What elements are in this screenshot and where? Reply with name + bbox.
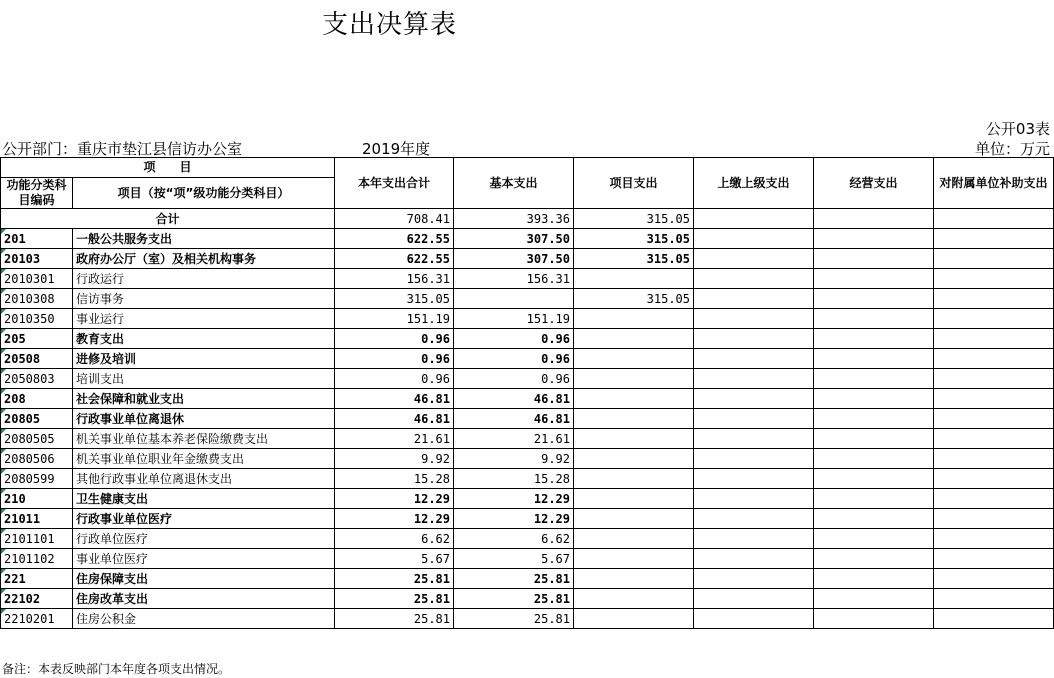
table-row bbox=[1, 289, 1054, 309]
footnote: 备注：本表反映部门本年度各项支出情况。 bbox=[2, 662, 231, 676]
row-code: 210 bbox=[1, 489, 73, 509]
header-total: 本年支出合计 bbox=[335, 158, 454, 209]
row-basic: 156.31 bbox=[454, 269, 574, 289]
total-project: 315.05 bbox=[574, 209, 694, 229]
row-code: 20508 bbox=[1, 349, 73, 369]
row-upper bbox=[694, 589, 814, 609]
row-total: 622.55 bbox=[335, 229, 454, 249]
row-business bbox=[814, 509, 934, 529]
row-name: 进修及培训 bbox=[73, 349, 335, 369]
row-code: 221 bbox=[1, 569, 73, 589]
row-business bbox=[814, 349, 934, 369]
row-code: 2080505 bbox=[1, 429, 73, 449]
row-project bbox=[574, 589, 694, 609]
row-project bbox=[574, 329, 694, 349]
row-project bbox=[574, 609, 694, 629]
header-project: 项 目 bbox=[1, 158, 335, 178]
row-basic: 0.96 bbox=[454, 329, 574, 349]
table-row bbox=[1, 589, 1054, 609]
unit-label: 单位：万元 bbox=[974, 140, 1050, 158]
row-business bbox=[814, 409, 934, 429]
row-business bbox=[814, 589, 934, 609]
total-upper bbox=[694, 209, 814, 229]
row-subsidy bbox=[934, 589, 1054, 609]
row-upper bbox=[694, 269, 814, 289]
row-total: 5.67 bbox=[335, 549, 454, 569]
row-total: 0.96 bbox=[335, 369, 454, 389]
row-business bbox=[814, 609, 934, 629]
row-basic: 0.96 bbox=[454, 349, 574, 369]
row-business bbox=[814, 489, 934, 509]
row-project bbox=[574, 389, 694, 409]
row-code: 2101101 bbox=[1, 529, 73, 549]
row-name: 培训支出 bbox=[73, 369, 335, 389]
header-subsidy: 对附属单位补助支出 bbox=[934, 158, 1054, 209]
row-business bbox=[814, 429, 934, 449]
row-name: 事业运行 bbox=[73, 309, 335, 329]
row-project: 315.05 bbox=[574, 229, 694, 249]
table-row bbox=[1, 409, 1054, 429]
row-project bbox=[574, 449, 694, 469]
row-basic: 46.81 bbox=[454, 409, 574, 429]
row-upper bbox=[694, 309, 814, 329]
table-row bbox=[1, 229, 1054, 249]
row-business bbox=[814, 289, 934, 309]
row-upper bbox=[694, 229, 814, 249]
row-business bbox=[814, 569, 934, 589]
row-name: 政府办公厅（室）及相关机构事务 bbox=[73, 249, 335, 269]
row-upper bbox=[694, 449, 814, 469]
table-row bbox=[1, 569, 1054, 589]
row-name: 信访事务 bbox=[73, 289, 335, 309]
row-name: 行政事业单位离退休 bbox=[73, 409, 335, 429]
row-total: 46.81 bbox=[335, 389, 454, 409]
row-subsidy bbox=[934, 489, 1054, 509]
row-project bbox=[574, 429, 694, 449]
row-business bbox=[814, 309, 934, 329]
row-subsidy bbox=[934, 289, 1054, 309]
fiscal-year: 2019年度 bbox=[362, 140, 431, 158]
row-code: 2210201 bbox=[1, 609, 73, 629]
row-subsidy bbox=[934, 469, 1054, 489]
row-subsidy bbox=[934, 329, 1054, 349]
row-project bbox=[574, 369, 694, 389]
row-basic: 0.96 bbox=[454, 369, 574, 389]
row-code: 2080506 bbox=[1, 449, 73, 469]
total-label: 合计 bbox=[1, 209, 335, 229]
row-upper bbox=[694, 569, 814, 589]
table-row bbox=[1, 609, 1054, 629]
header-upper-remittance: 上缴上级支出 bbox=[694, 158, 814, 209]
department-label: 公开部门：重庆市垫江县信访办公室 bbox=[2, 140, 243, 158]
row-name: 其他行政事业单位离退休支出 bbox=[73, 469, 335, 489]
row-business bbox=[814, 249, 934, 269]
row-code: 22102 bbox=[1, 589, 73, 609]
row-subsidy bbox=[934, 429, 1054, 449]
table-row bbox=[1, 489, 1054, 509]
table-row bbox=[1, 349, 1054, 369]
row-project bbox=[574, 469, 694, 489]
row-code: 2010308 bbox=[1, 289, 73, 309]
row-total: 622.55 bbox=[335, 249, 454, 269]
row-total: 12.29 bbox=[335, 509, 454, 529]
row-name: 一般公共服务支出 bbox=[73, 229, 335, 249]
table-row bbox=[1, 529, 1054, 549]
row-basic: 9.92 bbox=[454, 449, 574, 469]
row-project bbox=[574, 509, 694, 529]
row-basic: 21.61 bbox=[454, 429, 574, 449]
table-row bbox=[1, 249, 1054, 269]
row-upper bbox=[694, 369, 814, 389]
row-project: 315.05 bbox=[574, 289, 694, 309]
form-number: 公开03表 bbox=[985, 120, 1050, 138]
row-upper bbox=[694, 549, 814, 569]
row-business bbox=[814, 529, 934, 549]
row-code: 21011 bbox=[1, 509, 73, 529]
report-title: 支出决算表 bbox=[322, 10, 458, 40]
row-project bbox=[574, 309, 694, 329]
row-total: 12.29 bbox=[335, 489, 454, 509]
row-basic: 307.50 bbox=[454, 229, 574, 249]
row-project bbox=[574, 529, 694, 549]
row-basic: 12.29 bbox=[454, 489, 574, 509]
row-code: 2050803 bbox=[1, 369, 73, 389]
row-upper bbox=[694, 429, 814, 449]
row-total: 15.28 bbox=[335, 469, 454, 489]
row-subsidy bbox=[934, 369, 1054, 389]
row-name: 行政单位医疗 bbox=[73, 529, 335, 549]
row-code: 20103 bbox=[1, 249, 73, 269]
row-name: 住房改革支出 bbox=[73, 589, 335, 609]
row-subsidy bbox=[934, 389, 1054, 409]
row-total: 0.96 bbox=[335, 349, 454, 369]
row-business bbox=[814, 469, 934, 489]
row-subsidy bbox=[934, 549, 1054, 569]
row-business bbox=[814, 269, 934, 289]
row-subsidy bbox=[934, 249, 1054, 269]
row-upper bbox=[694, 329, 814, 349]
row-upper bbox=[694, 289, 814, 309]
row-basic: 307.50 bbox=[454, 249, 574, 269]
row-upper bbox=[694, 529, 814, 549]
row-subsidy bbox=[934, 449, 1054, 469]
row-name: 机关事业单位基本养老保险缴费支出 bbox=[73, 429, 335, 449]
row-subsidy bbox=[934, 269, 1054, 289]
header-code: 功能分类科目编码 bbox=[1, 178, 73, 209]
row-name: 住房公积金 bbox=[73, 609, 335, 629]
row-basic: 6.62 bbox=[454, 529, 574, 549]
table-row bbox=[1, 549, 1054, 569]
row-basic: 46.81 bbox=[454, 389, 574, 409]
row-upper bbox=[694, 469, 814, 489]
row-basic: 5.67 bbox=[454, 549, 574, 569]
row-total: 151.19 bbox=[335, 309, 454, 329]
row-business bbox=[814, 369, 934, 389]
row-project bbox=[574, 269, 694, 289]
row-business bbox=[814, 389, 934, 409]
row-total: 25.81 bbox=[335, 589, 454, 609]
row-name: 社会保障和就业支出 bbox=[73, 389, 335, 409]
total-amount: 708.41 bbox=[335, 209, 454, 229]
row-total: 315.05 bbox=[335, 289, 454, 309]
row-total: 21.61 bbox=[335, 429, 454, 449]
row-name: 行政事业单位医疗 bbox=[73, 509, 335, 529]
row-upper bbox=[694, 249, 814, 269]
row-business bbox=[814, 549, 934, 569]
row-business bbox=[814, 229, 934, 249]
table-row bbox=[1, 449, 1054, 469]
header-business: 经营支出 bbox=[814, 158, 934, 209]
row-project bbox=[574, 549, 694, 569]
row-total: 9.92 bbox=[335, 449, 454, 469]
row-total: 25.81 bbox=[335, 569, 454, 589]
header-name: 项目（按“项”级功能分类科目） bbox=[73, 178, 335, 209]
row-upper bbox=[694, 489, 814, 509]
row-subsidy bbox=[934, 349, 1054, 369]
row-subsidy bbox=[934, 229, 1054, 249]
row-name: 事业单位医疗 bbox=[73, 549, 335, 569]
row-business bbox=[814, 449, 934, 469]
row-total: 156.31 bbox=[335, 269, 454, 289]
row-code: 2010301 bbox=[1, 269, 73, 289]
row-basic: 25.81 bbox=[454, 589, 574, 609]
row-upper bbox=[694, 609, 814, 629]
total-basic: 393.36 bbox=[454, 209, 574, 229]
row-upper bbox=[694, 509, 814, 529]
table-row bbox=[1, 269, 1054, 289]
row-code: 208 bbox=[1, 389, 73, 409]
table-row bbox=[1, 369, 1054, 389]
row-code: 205 bbox=[1, 329, 73, 349]
row-name: 卫生健康支出 bbox=[73, 489, 335, 509]
header-project-expenditure: 项目支出 bbox=[574, 158, 694, 209]
header-basic: 基本支出 bbox=[454, 158, 574, 209]
row-code: 2080599 bbox=[1, 469, 73, 489]
table-row bbox=[1, 509, 1054, 529]
table-row bbox=[1, 469, 1054, 489]
table-row bbox=[1, 329, 1054, 349]
row-business bbox=[814, 329, 934, 349]
row-name: 机关事业单位职业年金缴费支出 bbox=[73, 449, 335, 469]
row-upper bbox=[694, 409, 814, 429]
total-row bbox=[1, 209, 1054, 229]
row-code: 201 bbox=[1, 229, 73, 249]
row-subsidy bbox=[934, 309, 1054, 329]
row-code: 20805 bbox=[1, 409, 73, 429]
row-name: 住房保障支出 bbox=[73, 569, 335, 589]
row-basic: 15.28 bbox=[454, 469, 574, 489]
row-upper bbox=[694, 349, 814, 369]
row-code: 2010350 bbox=[1, 309, 73, 329]
row-subsidy bbox=[934, 509, 1054, 529]
row-name: 教育支出 bbox=[73, 329, 335, 349]
row-project bbox=[574, 569, 694, 589]
total-subsidy bbox=[934, 209, 1054, 229]
row-total: 0.96 bbox=[335, 329, 454, 349]
total-business bbox=[814, 209, 934, 229]
row-subsidy bbox=[934, 569, 1054, 589]
row-project bbox=[574, 349, 694, 369]
table-row bbox=[1, 309, 1054, 329]
row-code: 2101102 bbox=[1, 549, 73, 569]
expenditure-table bbox=[0, 157, 1054, 629]
row-project: 315.05 bbox=[574, 249, 694, 269]
table-row bbox=[1, 389, 1054, 409]
row-subsidy bbox=[934, 409, 1054, 429]
row-basic bbox=[454, 289, 574, 309]
row-basic: 25.81 bbox=[454, 609, 574, 629]
table-row bbox=[1, 429, 1054, 449]
row-basic: 151.19 bbox=[454, 309, 574, 329]
row-total: 25.81 bbox=[335, 609, 454, 629]
row-name: 行政运行 bbox=[73, 269, 335, 289]
row-total: 6.62 bbox=[335, 529, 454, 549]
row-project bbox=[574, 409, 694, 429]
row-upper bbox=[694, 389, 814, 409]
row-subsidy bbox=[934, 609, 1054, 629]
row-total: 46.81 bbox=[335, 409, 454, 429]
row-subsidy bbox=[934, 529, 1054, 549]
row-project bbox=[574, 489, 694, 509]
row-basic: 12.29 bbox=[454, 509, 574, 529]
row-basic: 25.81 bbox=[454, 569, 574, 589]
